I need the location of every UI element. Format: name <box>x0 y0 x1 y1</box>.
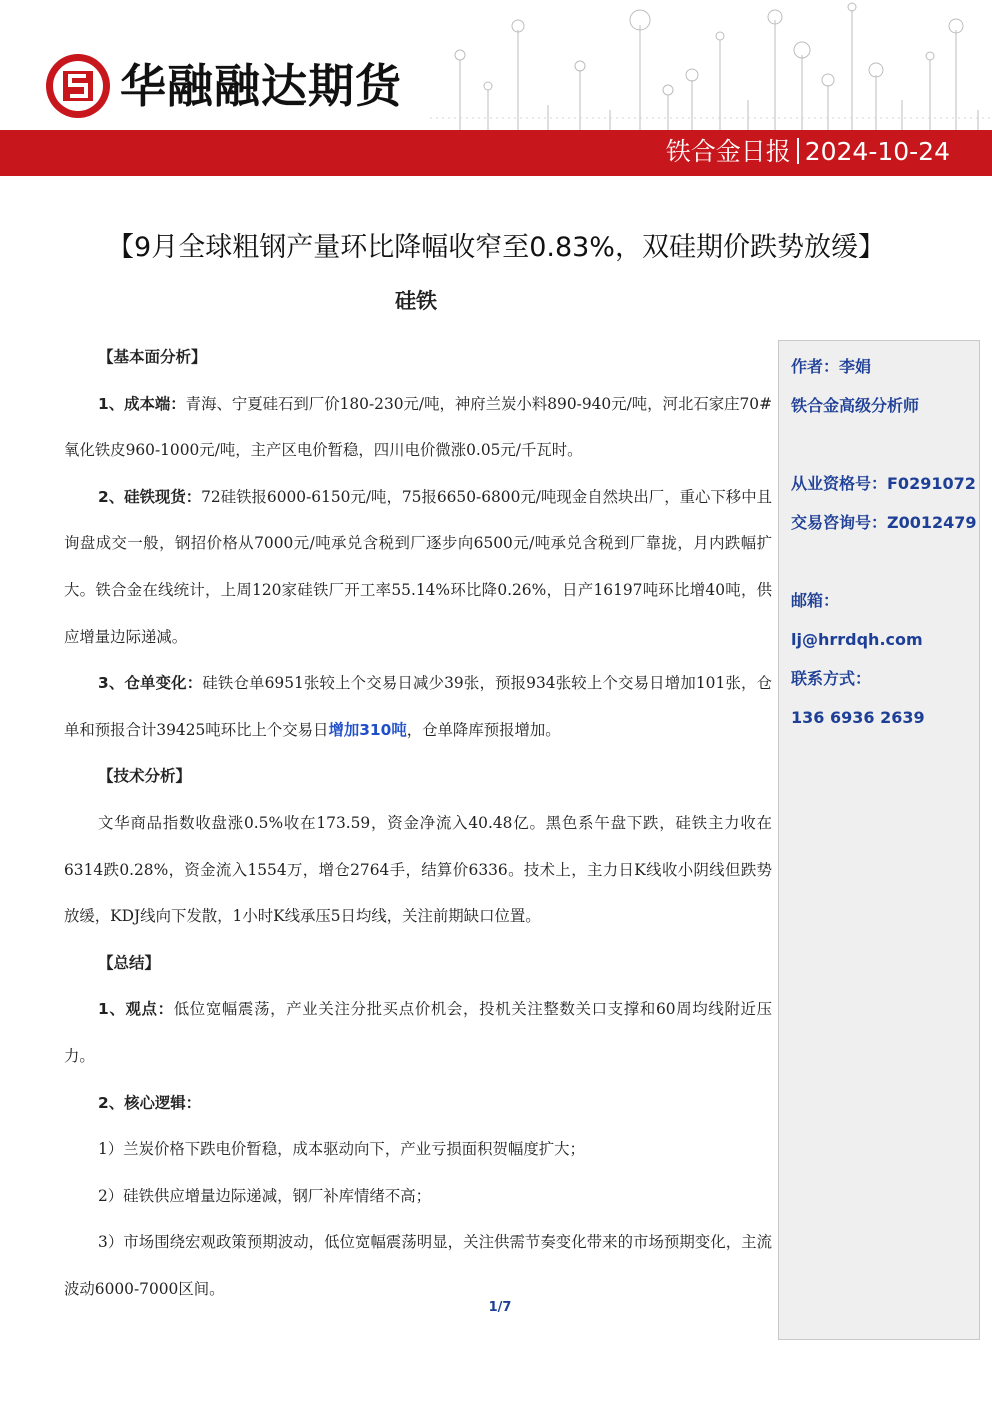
separator <box>797 138 799 164</box>
paragraph-view <box>64 986 772 1079</box>
page-number: 1/7 <box>488 1300 512 1315</box>
paragraph-label: 2、硅铁现货： <box>98 487 202 506</box>
paragraph-warehouse <box>64 660 772 753</box>
paragraph-label: 3、仓单变化： <box>98 674 203 693</box>
report-name: 铁合金日报 <box>665 137 791 166</box>
author-name: 作者：李娟 <box>791 357 872 376</box>
author-role: 铁合金高级分析师 <box>791 396 920 415</box>
report-header <box>0 0 992 176</box>
report-date: 2024-10-24 <box>804 137 950 166</box>
highlight-text: 增加310吨 <box>328 720 407 739</box>
page-subtitle: 硅铁 <box>395 289 437 313</box>
section-heading-technical: 【技术分析】 <box>98 767 192 786</box>
paragraph-text: ，仓单降库预报增加。 <box>406 720 561 739</box>
paragraph-text: 青海、宁夏硅石到厂价180-230元/吨，神府兰炭小料890-940元/吨，河北石家庄70#氧化铁皮960-1000元/吨，主产区电价暂稳，四川电价微涨0.05元/千瓦时。 <box>64 394 772 460</box>
section-heading-summary: 【总结】 <box>98 953 161 972</box>
paragraph-spot <box>64 474 772 660</box>
list-item: 3）市场围绕宏观政策预期波动，低位宽幅震荡明显，关注供需节奏变化带来的市场预期变化，主流波动6000-7000区间。 <box>64 1233 772 1298</box>
author-sidebar <box>778 340 980 1340</box>
paragraph-cost <box>64 381 772 474</box>
paragraph-label: 1、观点： <box>98 1000 174 1019</box>
paragraph-logic-label <box>64 1080 772 1127</box>
company-name: 华融融达期货 <box>120 59 402 113</box>
email-label: 邮箱： <box>791 591 840 610</box>
list-item: 2）硅铁供应增量边际递减，钢厂补库情绪不高； <box>98 1186 431 1205</box>
list-item: 1）兰炭价格下跌电价暂稳，成本驱动向下，产业亏损面积贺幅度扩大； <box>98 1140 585 1159</box>
consult-number: 交易咨询号：Z0012479 <box>791 513 977 532</box>
contact-label: 联系方式： <box>791 669 872 688</box>
section-heading-fundamentals: 【基本面分析】 <box>98 348 207 366</box>
paragraph-label: 1、成本端： <box>98 394 186 413</box>
paragraph-text: 72硅铁报6000-6150元/吨，75报6650-6800元/吨现金自然块出厂，重心下移中且询盘成交一般，钢招价格从7000元/吨承兑含税到厂逐步向6500元/吨承兑含税到厂靠拢，月内跌幅扩大。铁合金在线统计，上周120家硅铁厂开工率55.14%环比降0.26%，日产16197吨环比增40吨，供应增量边际递减。 <box>64 487 772 646</box>
company-logo-icon <box>44 52 112 120</box>
decorative-pattern <box>430 0 992 130</box>
paragraph-text: 低位宽幅震荡，产业关注分批买点价机会，投机关注整数关口支撑和60周均线附近压力。 <box>64 1000 772 1065</box>
qualification-number: 从业资格号：F0291072 <box>791 474 976 493</box>
paragraph-technical: 文华商品指数收盘涨0.5%收在173.59，资金净流入40.48亿。黑色系午盘下跌，硅铁主力收在6314跌0.28%，资金流入1554万，增仓2764手，结算价6336。技术上，主力日K线收小阴线但跌势放缓，KDJ线向下发散，1小时K线承压5日均线，关注前期缺口位置。 <box>64 813 772 926</box>
paragraph-text: 硅铁仓单6951张较上个交易日减少39张，预报934张较上个交易日增加101张，仓单和预报合计39425吨环比上个交易日 <box>64 674 772 739</box>
report-body <box>64 334 772 1312</box>
email-address: lj@hrrdqh.com <box>791 630 923 649</box>
page-title: 【9月全球粗钢产量环比降幅收窄至0.83%，双硅期价跌势放缓】 <box>107 232 885 263</box>
paragraph-label: 2、核心逻辑： <box>98 1093 202 1112</box>
report-title-date <box>666 134 950 170</box>
phone-number: 136 6936 2639 <box>791 708 925 727</box>
